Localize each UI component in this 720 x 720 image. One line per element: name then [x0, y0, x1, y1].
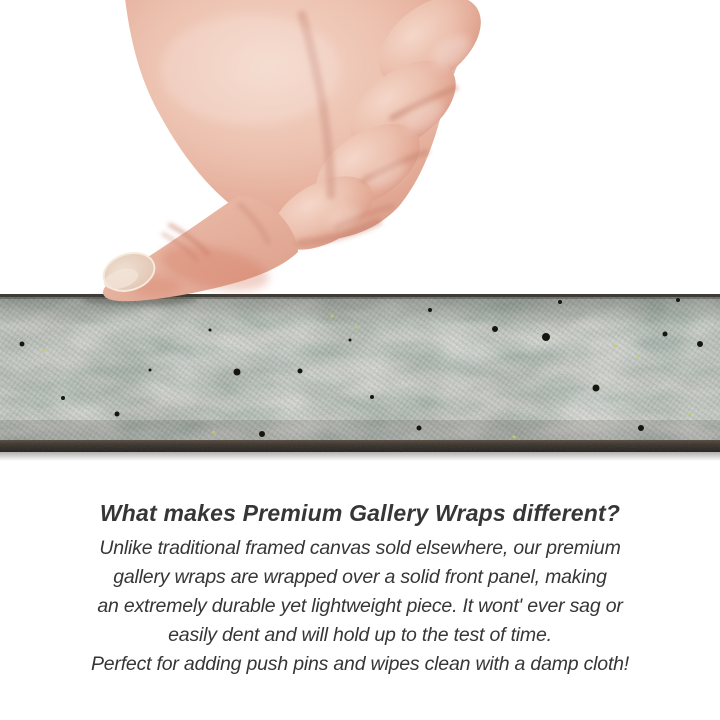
canvas-edge-illustration — [0, 294, 720, 462]
body-line-5: Perfect for adding push pins and wipes clean with a damp cloth! — [90, 653, 630, 675]
body-line-1: Unlike traditional framed canvas sold elsewhere, our premium — [99, 537, 621, 559]
thumb-press-illustration — [0, 0, 720, 310]
body-line-2: gallery wraps are wrapped over a solid front panel, making — [113, 566, 607, 588]
hand-shape — [99, 0, 498, 301]
canvas-edge-photo — [0, 294, 720, 462]
body-line-3: an extremely durable yet lightweight piece. It wont' ever sag or — [97, 595, 623, 617]
hand-photo — [0, 0, 720, 310]
body-line-4: easily dent and will hold up to the test of time. — [168, 624, 552, 646]
info-text-block — [0, 500, 720, 679]
headline: What makes Premium Gallery Wraps different? — [99, 500, 621, 526]
